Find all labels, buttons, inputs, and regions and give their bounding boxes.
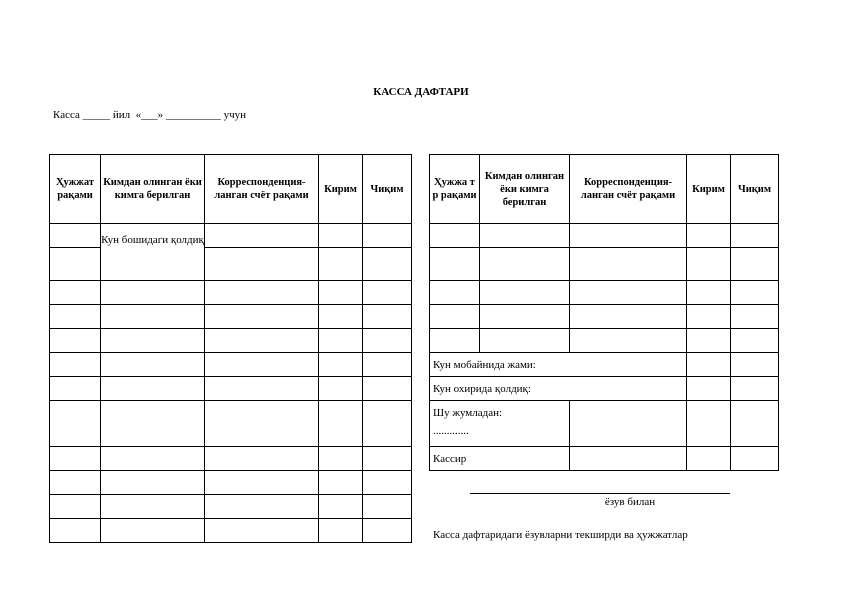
header-from-whom: Кимдан олинган ёки кимга берилган: [101, 155, 205, 224]
table-cell: [50, 224, 101, 248]
table-cell: [731, 447, 779, 471]
table-row: [430, 224, 779, 248]
header-corresponding-account: Корреспонденция-ланган счёт рақами: [570, 155, 687, 224]
table-cell: [570, 447, 687, 471]
table-row: [50, 305, 412, 329]
table-cell: [731, 377, 779, 401]
table-row: [50, 329, 412, 353]
table-row: [430, 281, 779, 305]
table-cell: [363, 224, 412, 248]
header-from-whom: Кимдан олинган ёки кимга берилган: [480, 155, 570, 224]
table-row: [50, 519, 412, 543]
table-cell: [687, 401, 731, 447]
header-expense: Чиқим: [731, 155, 779, 224]
table-row: [50, 495, 412, 519]
table-row: [430, 329, 779, 353]
table-row: [50, 377, 412, 401]
table-cell: [363, 248, 412, 281]
table-cell: [50, 248, 101, 281]
header-income: Кирим: [319, 155, 363, 224]
including-cell: [430, 401, 570, 447]
table-row: [50, 353, 412, 377]
right-cash-table: [429, 154, 779, 471]
table-cell: [731, 401, 779, 447]
cashier-label: Кассир: [430, 447, 570, 471]
page-title: КАССА ДАФТАРИ: [373, 86, 469, 98]
header-document-number: Ҳужжат рақами: [50, 155, 101, 224]
table-cell: [731, 353, 779, 377]
table-row: [430, 305, 779, 329]
table-row: [50, 281, 412, 305]
table-row: [50, 471, 412, 495]
table-cell: [687, 353, 731, 377]
table-cell: [570, 401, 687, 447]
table-cell: [205, 224, 319, 248]
table-row: [430, 248, 779, 281]
left-cash-table: [49, 154, 412, 543]
including-dots: .............: [433, 425, 469, 437]
header-expense: Чиқим: [363, 155, 412, 224]
table-cell: [319, 224, 363, 248]
signature-caption: ёзув билан: [604, 496, 656, 508]
table-cell: [687, 447, 731, 471]
header-document-number: Ҳужжа т р рақами: [430, 155, 480, 224]
including-label: Шу жумладан:: [433, 407, 503, 419]
footer-note: Касса дафтаридаги ёзувларни текширди ва ҳужжатлар: [433, 529, 688, 541]
table-cell: [205, 248, 319, 281]
table-cell: [319, 248, 363, 281]
header-income: Кирим: [687, 155, 731, 224]
closing-balance-label: Кун охирида қолдиқ:: [430, 377, 687, 401]
opening-balance-label: Кун бошидаги қолдиқ: [101, 224, 205, 281]
cash-period-line: Касса _____ йил «___» __________ учун: [53, 109, 247, 121]
table-cell: [687, 377, 731, 401]
daily-total-label: Кун мобайнида жами:: [430, 353, 687, 377]
signature-line: [470, 493, 730, 494]
table-row: [50, 447, 412, 471]
table-row: [50, 401, 412, 447]
header-corresponding-account: Корреспонденция-ланган счёт рақами: [205, 155, 319, 224]
